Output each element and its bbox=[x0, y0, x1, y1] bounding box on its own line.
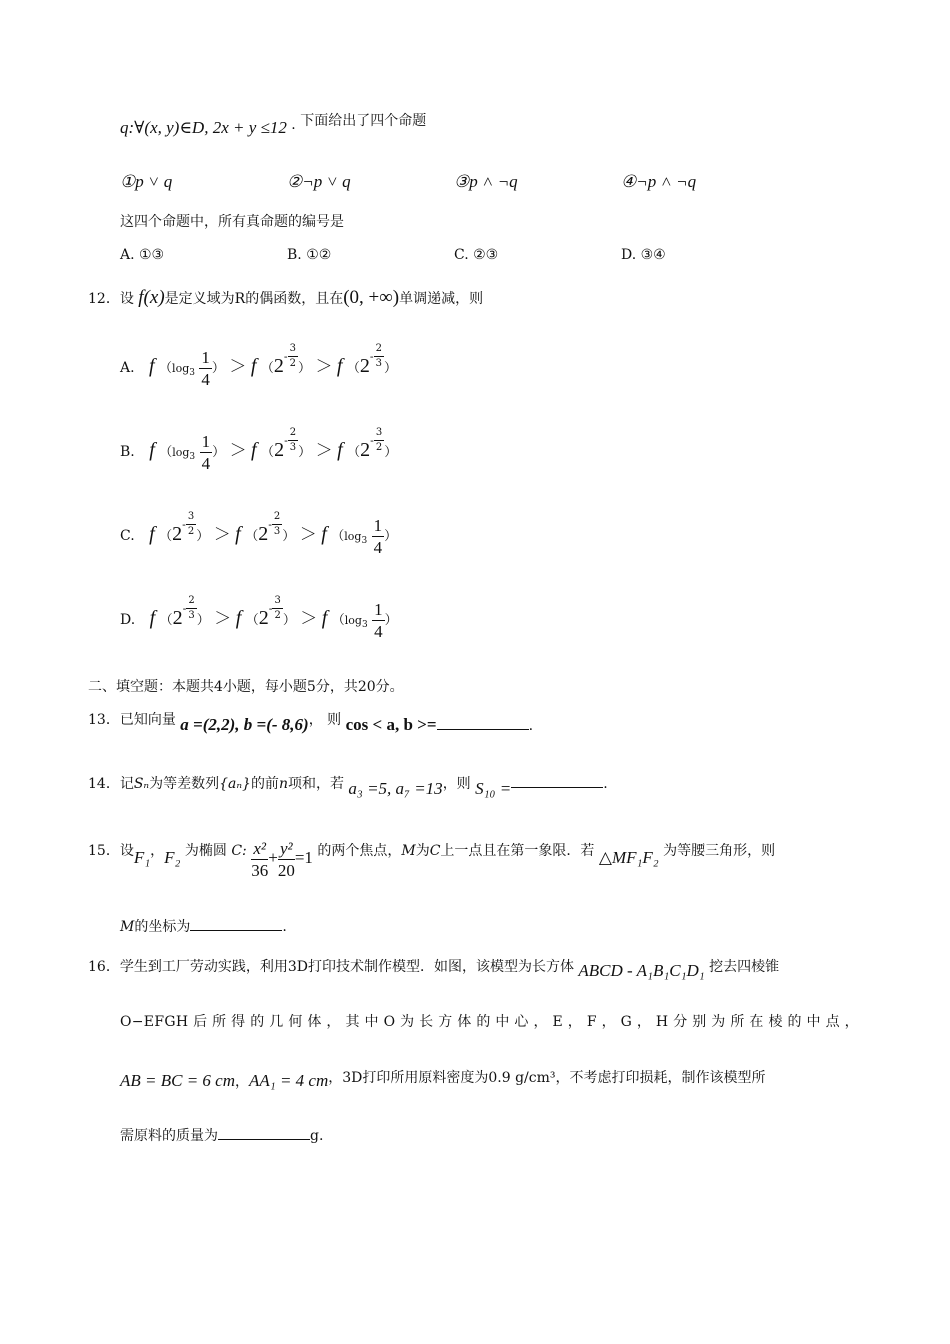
q15-number: 15．设 bbox=[88, 843, 134, 859]
gt-sign: ＞ bbox=[300, 609, 318, 628]
rparen: ） bbox=[196, 613, 210, 628]
option-label: B. bbox=[120, 444, 135, 460]
q15 bbox=[88, 838, 775, 879]
denominator: 2 bbox=[187, 525, 195, 537]
fraction-quarter bbox=[372, 517, 385, 556]
denominator: 4 bbox=[373, 537, 383, 557]
q15-c2: C bbox=[429, 843, 441, 859]
denominator: 4 bbox=[201, 453, 211, 473]
q15-text-3: 为 bbox=[415, 843, 430, 859]
f-symbol: f bbox=[149, 439, 155, 461]
proposition-1: ①p ˅ q bbox=[120, 172, 173, 191]
q15-period: . bbox=[282, 919, 287, 935]
f-symbol: f bbox=[149, 355, 155, 377]
q11-option-d: D. ③④ bbox=[621, 247, 666, 263]
rparen: ） bbox=[384, 361, 398, 376]
gt-sign: ＞ bbox=[229, 441, 247, 460]
q12-number: 12．设 bbox=[88, 291, 134, 307]
lparen: （ bbox=[331, 613, 345, 628]
exp-3-2 bbox=[186, 512, 196, 537]
exp-3-2 bbox=[272, 596, 282, 621]
numerator: 3 bbox=[288, 344, 298, 357]
q13-vectors: a =(2,2), b =(- 8,6) bbox=[180, 715, 309, 734]
rparen: ） bbox=[297, 361, 311, 376]
log-base: 3 bbox=[189, 452, 196, 462]
lparen: （ bbox=[346, 361, 360, 376]
rparen: ） bbox=[282, 613, 296, 628]
denominator: 3 bbox=[188, 609, 195, 621]
q16-line-4 bbox=[120, 1126, 323, 1146]
numerator: 1 bbox=[201, 347, 210, 367]
rparen: ） bbox=[384, 613, 398, 628]
log-base: 3 bbox=[361, 620, 368, 630]
neg-sign: - bbox=[182, 518, 186, 531]
gt-sign: ＞ bbox=[214, 609, 232, 628]
neg-sign: - bbox=[284, 434, 288, 447]
q16-text: 16．学生到工厂劳动实践，利用3D打印技术制作模型．如图，该模型为长方体 bbox=[88, 959, 574, 975]
q15-triangle: △MF₁F₂ bbox=[598, 848, 659, 867]
denominator: 4 bbox=[374, 621, 383, 641]
gt-sign: ＞ bbox=[299, 525, 317, 544]
q15-plus: + bbox=[268, 848, 278, 867]
q13-comma: ， bbox=[308, 712, 323, 728]
f-symbol: f bbox=[321, 607, 328, 629]
denominator: 4 bbox=[201, 369, 210, 389]
gt-sign: ＞ bbox=[315, 441, 333, 460]
neg-sign: - bbox=[369, 350, 374, 363]
neg-sign: - bbox=[370, 434, 374, 447]
numerator: 1 bbox=[374, 599, 383, 619]
numerator: 1 bbox=[201, 431, 211, 451]
lparen: （ bbox=[261, 445, 275, 460]
q13-period: . bbox=[528, 718, 534, 734]
lparen: （ bbox=[245, 613, 259, 628]
q16-dims-2: AA₁ = 4 cm bbox=[249, 1071, 329, 1090]
q16-text-2: ，3D打印所用原料密度为0.9 g/cm³，不考虑打印损耗，制作该模型所 bbox=[328, 1070, 766, 1086]
exp-2-3 bbox=[288, 428, 298, 453]
q14-sn: Sₙ bbox=[133, 776, 150, 792]
f-symbol: f bbox=[149, 523, 155, 545]
lparen: （ bbox=[347, 445, 361, 460]
q14-text-2: 的前 bbox=[250, 776, 279, 792]
q15-answer-blank[interactable] bbox=[190, 929, 282, 931]
lparen: （ bbox=[260, 361, 274, 376]
q-dot: · bbox=[291, 121, 296, 137]
option-label: C. bbox=[120, 528, 135, 544]
q16-dims-sep: ， bbox=[235, 1074, 250, 1090]
log-text: log bbox=[172, 362, 190, 375]
q14-text-3: 项和，若 bbox=[287, 776, 344, 792]
rparen: ） bbox=[196, 529, 210, 544]
rparen: ） bbox=[384, 445, 398, 460]
lparen: （ bbox=[245, 529, 259, 544]
q15-c: C: bbox=[231, 843, 247, 859]
q16-line4-text: 需原料的质量为 bbox=[120, 1128, 218, 1144]
rparen: ） bbox=[384, 529, 398, 544]
gt-sign: ＞ bbox=[315, 357, 333, 376]
exp-3-2 bbox=[288, 344, 298, 369]
denominator: 2 bbox=[375, 441, 383, 453]
q15-y-fraction bbox=[278, 840, 295, 879]
denominator: 3 bbox=[289, 441, 297, 453]
q15-f1: F₁ bbox=[133, 848, 151, 867]
q14-text-4: ，则 bbox=[442, 776, 471, 792]
exp-3-2 bbox=[374, 428, 384, 453]
q16-line-2: O−EFGH 后 所 得 的 几 何 体 ， 其 中 O 为 长 方 体 的 中 心 ， E ， F ， G ， H 分 别 为 所 在 棱 的 中 点 ， bbox=[120, 1014, 859, 1030]
f-symbol: f bbox=[336, 355, 343, 377]
q11-option-c: C. ②③ bbox=[454, 247, 499, 263]
log-text: log bbox=[172, 446, 190, 459]
neg-sign: - bbox=[268, 602, 273, 615]
f-symbol: f bbox=[235, 523, 241, 545]
denominator: 2 bbox=[274, 609, 281, 621]
gt-sign: ＞ bbox=[229, 357, 247, 376]
q15-m: M bbox=[401, 843, 416, 859]
log-text: log bbox=[344, 614, 362, 627]
q14-an: {aₙ} bbox=[219, 776, 251, 792]
base-two: 2 bbox=[273, 355, 284, 377]
f-symbol: f bbox=[149, 607, 156, 629]
q15-text-5: 为等腰三角形，则 bbox=[663, 843, 776, 859]
base-two: 2 bbox=[360, 439, 371, 461]
base-two: 2 bbox=[258, 523, 269, 545]
denominator: 3 bbox=[273, 525, 281, 537]
q15-line2-m: M bbox=[120, 919, 135, 935]
q14-s10: S₁₀ = bbox=[475, 779, 512, 798]
numerator: 3 bbox=[374, 428, 384, 441]
denominator: 3 bbox=[375, 357, 383, 369]
q11-question: 这四个命题中，所有真命题的编号是 bbox=[120, 214, 344, 230]
q-intro-text: 下面给出了四个命题 bbox=[300, 113, 427, 129]
q13 bbox=[88, 712, 533, 739]
numerator: 1 bbox=[373, 515, 383, 535]
exp-2-3 bbox=[374, 344, 384, 369]
q15-f2: F₂ bbox=[164, 848, 181, 867]
q15-text-1: 为椭圆 bbox=[184, 843, 227, 859]
q15-x-fraction bbox=[251, 840, 268, 879]
base-two: 2 bbox=[274, 439, 285, 461]
f-symbol: f bbox=[321, 523, 327, 545]
neg-sign: - bbox=[268, 518, 272, 531]
f-symbol: f bbox=[250, 355, 257, 377]
log-base: 3 bbox=[189, 368, 195, 378]
q12-mid-text: 是定义域为R的偶函数，且在 bbox=[164, 291, 344, 307]
exp-2-3 bbox=[272, 512, 282, 537]
q13-answer-blank[interactable] bbox=[437, 728, 529, 730]
gt-sign: ＞ bbox=[213, 525, 231, 544]
q15-sep: ， bbox=[150, 843, 165, 859]
exp-2-3 bbox=[186, 596, 196, 621]
base-two: 2 bbox=[172, 523, 183, 545]
option-label: D. bbox=[120, 612, 136, 628]
q16-line-3 bbox=[120, 1068, 766, 1095]
q16-line-1 bbox=[88, 958, 779, 985]
lparen: （ bbox=[159, 361, 173, 376]
base-two: 2 bbox=[172, 607, 183, 629]
q13-number: 13．已知向量 bbox=[88, 712, 176, 728]
q14-number: 14．记 bbox=[88, 776, 134, 792]
q13-then: 则 bbox=[327, 712, 342, 728]
option-label: A. bbox=[120, 360, 135, 376]
q12-option-d bbox=[120, 590, 398, 650]
q14-period: . bbox=[603, 776, 608, 792]
q12-interval: (0, +∞) bbox=[343, 287, 400, 308]
lparen: （ bbox=[159, 445, 173, 460]
q14 bbox=[88, 770, 608, 797]
numerator: 2 bbox=[272, 512, 282, 525]
numerator: x² bbox=[251, 840, 268, 860]
q-proposition-line bbox=[120, 113, 427, 139]
q12-option-b bbox=[120, 422, 397, 482]
fraction-quarter bbox=[372, 601, 385, 640]
q12-end-text: 单调递减，则 bbox=[399, 291, 484, 307]
q16-unit: g. bbox=[310, 1128, 324, 1144]
denominator: 20 bbox=[277, 860, 295, 880]
proposition-3: ③p ˄ ¬q bbox=[454, 172, 518, 191]
q13-cos-expression: cos < a, b >= bbox=[345, 715, 437, 734]
fraction-quarter bbox=[200, 433, 213, 472]
q15-line2-text: 的坐标为 bbox=[134, 919, 191, 935]
q12-fx: f(x) bbox=[138, 287, 165, 308]
q14-n: n bbox=[278, 776, 288, 792]
fraction-quarter bbox=[199, 349, 212, 388]
proposition-2: ②¬p ˅ q bbox=[287, 172, 351, 191]
f-symbol: f bbox=[235, 607, 242, 629]
base-two: 2 bbox=[359, 355, 370, 377]
q12-option-a bbox=[120, 338, 397, 398]
log-text: log bbox=[344, 530, 362, 543]
log-base: 3 bbox=[361, 536, 368, 546]
lparen: （ bbox=[159, 613, 173, 628]
neg-sign: - bbox=[283, 350, 288, 363]
lparen: （ bbox=[159, 529, 173, 544]
q-formula: q:∀(x, y)∈D, 2x + y ≤12 bbox=[120, 118, 287, 137]
lparen: （ bbox=[331, 529, 345, 544]
denominator: 36 bbox=[251, 860, 269, 880]
q14-answer-blank[interactable] bbox=[511, 786, 603, 788]
q11-option-b: B. ①② bbox=[287, 247, 332, 263]
rparen: ） bbox=[211, 361, 225, 376]
f-symbol: f bbox=[337, 439, 343, 461]
q12-stem bbox=[88, 286, 483, 311]
q14-condition: a₃ =5, a₇ =13 bbox=[348, 779, 443, 798]
q16-box: ABCD - A₁B₁C₁D₁ bbox=[578, 961, 705, 980]
q14-text-1: 为等差数列 bbox=[149, 776, 220, 792]
rparen: ） bbox=[298, 445, 312, 460]
numerator: 2 bbox=[288, 428, 298, 441]
numerator: 2 bbox=[374, 344, 384, 357]
proposition-4: ④¬p ˄ ¬q bbox=[621, 172, 697, 191]
numerator: 3 bbox=[272, 596, 282, 609]
propositions-row bbox=[120, 172, 820, 196]
q16-answer-blank[interactable] bbox=[218, 1138, 310, 1140]
q16-text-1: 挖去四棱锥 bbox=[709, 959, 780, 975]
q15-text-2: 的两个焦点， bbox=[317, 843, 402, 859]
q15-line-2 bbox=[120, 917, 287, 937]
q12-option-c bbox=[120, 506, 397, 566]
rparen: ） bbox=[212, 445, 226, 460]
numerator: y² bbox=[278, 840, 295, 860]
numerator: 2 bbox=[186, 596, 196, 609]
q11-option-a: A. ①③ bbox=[120, 247, 165, 263]
q15-text-4: 上一点且在第一象限．若 bbox=[440, 843, 595, 859]
rparen: ） bbox=[282, 529, 296, 544]
base-two: 2 bbox=[258, 607, 269, 629]
q16-dims-1: AB = BC = 6 cm bbox=[120, 1071, 236, 1090]
q15-equals-1: =1 bbox=[294, 848, 313, 867]
numerator: 3 bbox=[186, 512, 196, 525]
f-symbol: f bbox=[251, 439, 257, 461]
section-2-heading: 二、填空题：本题共4小题，每小题5分，共20分。 bbox=[88, 679, 404, 695]
neg-sign: - bbox=[182, 602, 187, 615]
denominator: 2 bbox=[289, 357, 296, 369]
